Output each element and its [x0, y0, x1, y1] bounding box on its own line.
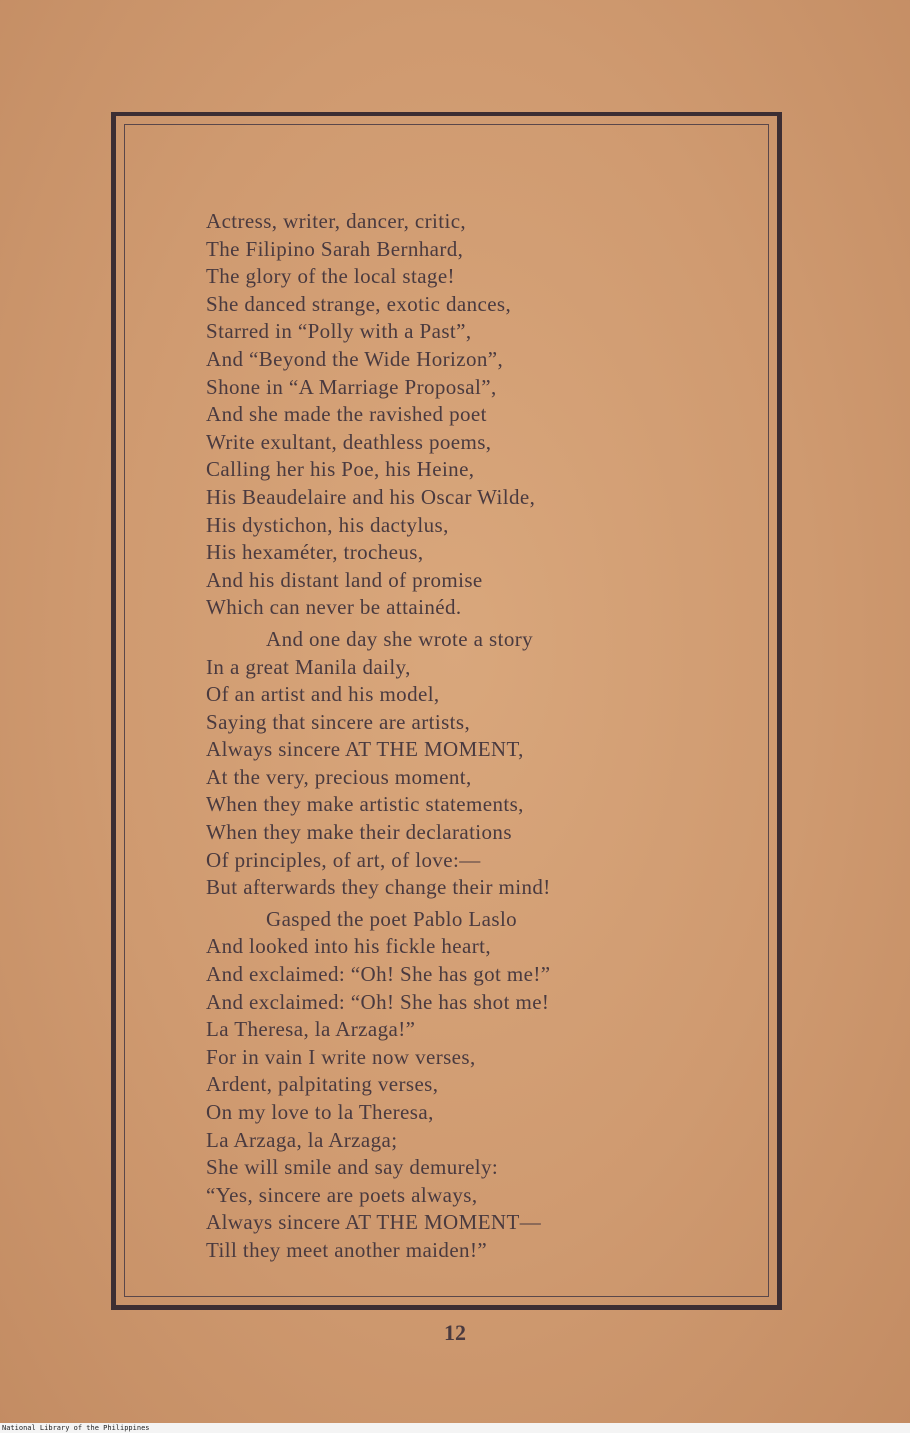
poem-line: His Beaudelaire and his Oscar Wilde,	[206, 484, 536, 509]
library-credit: National Library of the Philippines	[2, 1424, 150, 1432]
poem-line: And exclaimed: “Oh! She has got me!”	[206, 962, 551, 987]
poem-line: His dystichon, his dactylus,	[206, 512, 449, 537]
poem	[206, 208, 766, 1265]
poem-line: La Arzaga, la Arzaga;	[206, 1127, 398, 1152]
poem-line: Which can never be attainéd.	[206, 595, 462, 620]
poem-line: When they make artistic statements,	[206, 792, 524, 817]
poem-line: La Theresa, la Arzaga!”	[206, 1017, 416, 1042]
poem-line: Of principles, of art, of love:—	[206, 847, 481, 872]
page-number: 12	[444, 1320, 466, 1345]
poem-line: Ardent, palpitating verses,	[206, 1072, 439, 1097]
poem-line: And she made the ravished poet	[206, 402, 487, 427]
poem-line: But afterwards they change their mind!	[206, 875, 551, 900]
stanza-1	[206, 208, 766, 622]
poem-line: Gasped the poet Pablo Laslo	[266, 906, 518, 931]
poem-line: Starred in “Polly with a Past”,	[206, 319, 472, 344]
poem-line: And his distant land of promise	[206, 567, 483, 592]
poem-line: Actress, writer, dancer, critic,	[206, 209, 467, 233]
poem-line: Always sincere AT THE MOMENT,	[206, 737, 524, 762]
poem-line: At the very, precious moment,	[206, 764, 472, 789]
poem-line: When they make their declarations	[206, 820, 512, 845]
poem-line: And exclaimed: “Oh! She has shot me!	[206, 989, 550, 1014]
poem-line: Always sincere AT THE MOMENT—	[206, 1210, 542, 1235]
poem-line: In a great Manila daily,	[206, 654, 411, 679]
poem-line: And one day she wrote a story	[266, 626, 534, 651]
poem-line: Shone in “A Marriage Proposal”,	[206, 374, 497, 399]
poem-line: His hexaméter, trocheus,	[206, 540, 424, 565]
poem-line: Till they meet another maiden!”	[206, 1237, 488, 1262]
poem-line: The glory of the local stage!	[206, 264, 455, 289]
poem-line: Of an artist and his model,	[206, 682, 440, 707]
poem-line: The Filipino Sarah Bernhard,	[206, 236, 464, 261]
poem-line: “Yes, sincere are poets always,	[206, 1182, 478, 1207]
stanza-3	[206, 906, 766, 1265]
poem-line: She will smile and say demurely:	[206, 1155, 499, 1180]
poem-line: For in vain I write now verses,	[206, 1044, 476, 1069]
poem-line: Calling her his Poe, his Heine,	[206, 457, 475, 482]
poem-line: And looked into his fickle heart,	[206, 934, 491, 959]
poem-line: Saying that sincere are artists,	[206, 709, 471, 734]
poem-line: She danced strange, exotic dances,	[206, 291, 512, 316]
poem-line: And “Beyond the Wide Horizon”,	[206, 346, 504, 371]
poem-line: Write exultant, deathless poems,	[206, 429, 492, 454]
poem-line: On my love to la Theresa,	[206, 1100, 434, 1124]
stanza-2	[206, 626, 766, 902]
